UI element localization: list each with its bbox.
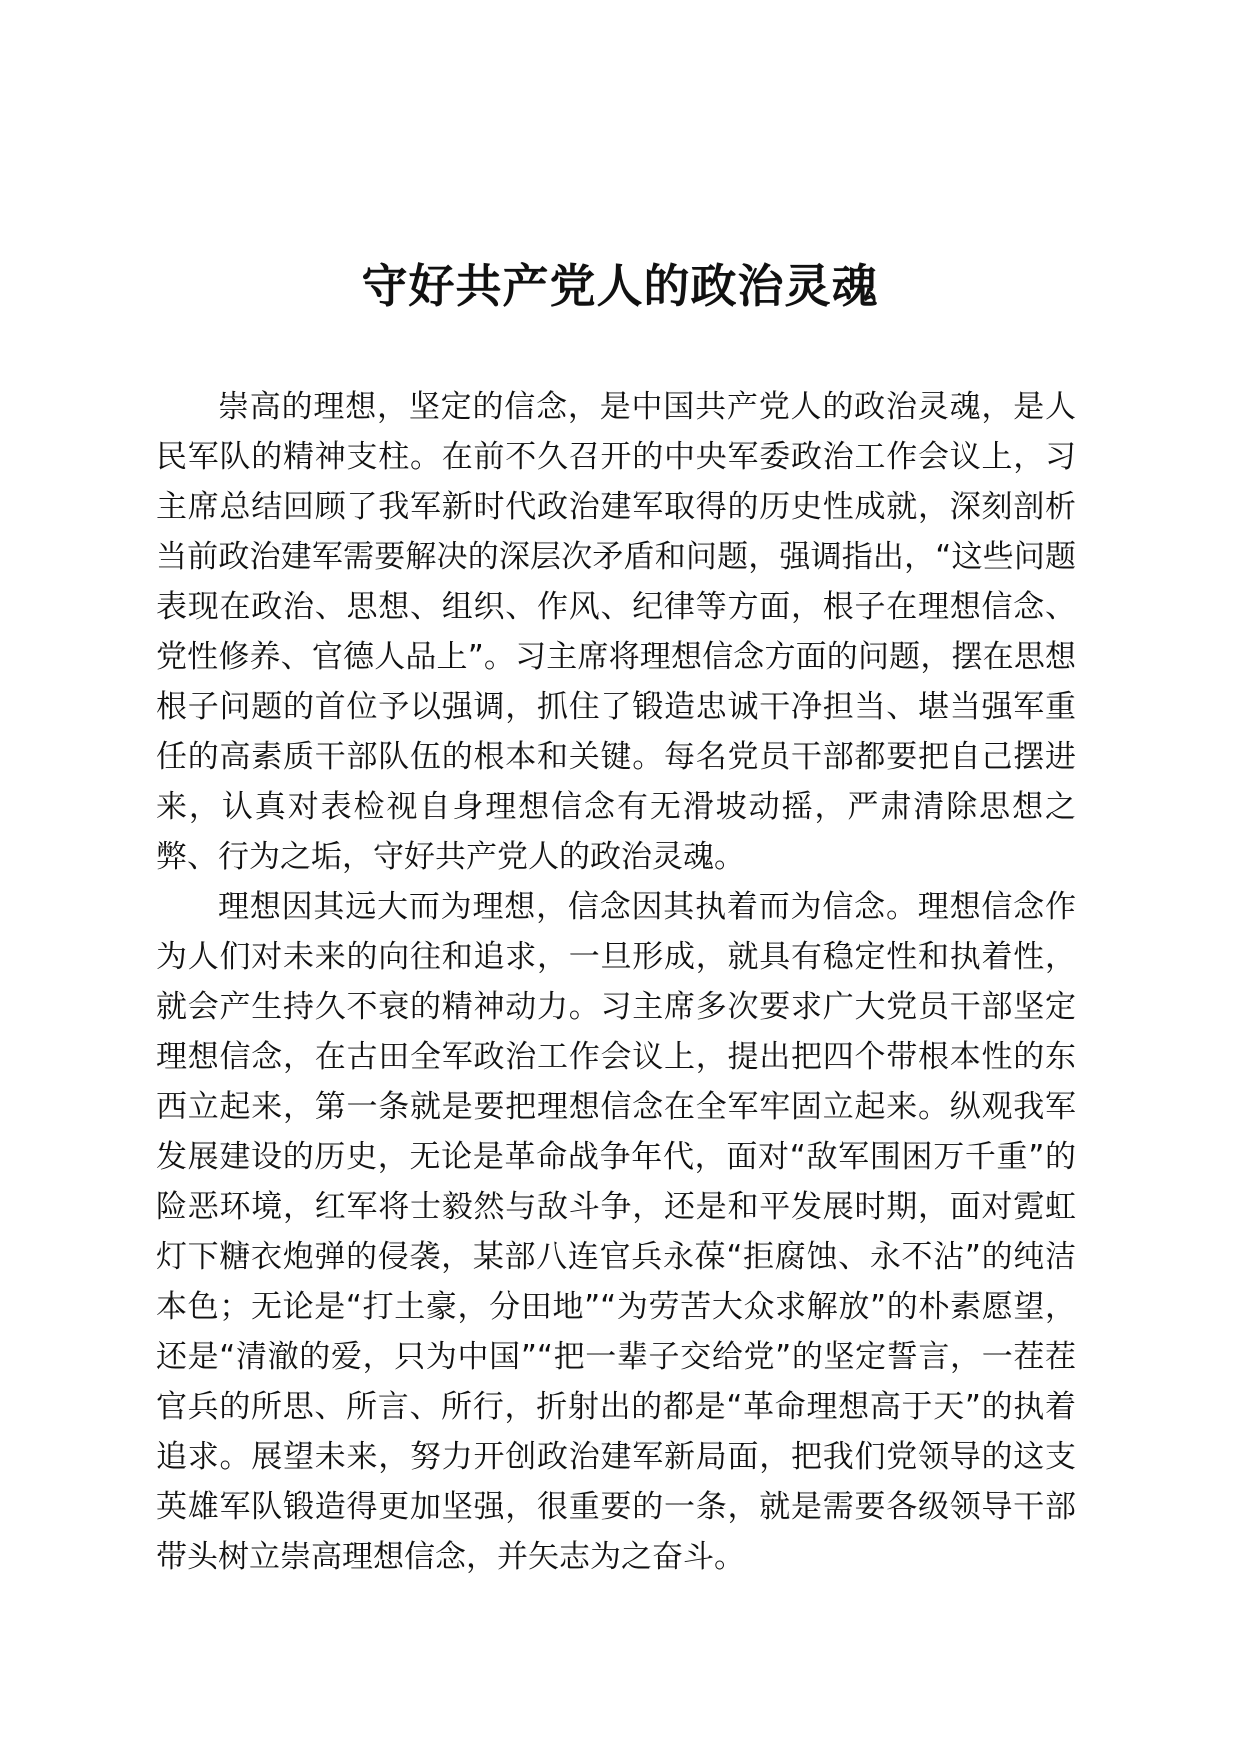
document-title: 守好共产党人的政治灵魂 [361,259,879,313]
document-body [156,382,1076,1582]
paragraph-2: 理想因其远大而为理想，信念因其执着而为信念。理想信念作为人们对未来的向往和追求，一旦形成，就具有稳定性和执着性，就会产生持久不衰的精神动力。习主席多次要求广大党员干部坚定理想信念，在古田全军政治工作会议上，提出把四个带根本性的东西立起来，第一条就是要把理想信念在全军牢固立起来。纵观我军发展建设的历史，无论是革命战争年代，面对“敌军围困万千重”的险恶环境，红军将士毅然与敌斗争，还是和平发展时期，面对霓虹灯下糖衣炮弹的侵袭，某部八连官兵永葆“拒腐蚀、永不沾”的纯洁本色；无论是“打土豪，分田地”“为劳苦大众求解放”的朴素愿望，还是“清澈的爱，只为中国”“把一辈子交给党”的坚定誓言，一茬茬官兵的所思、所言、所行，折射出的都是“革命理想高于天”的执着追求。展望未来，努力开创政治建军新局面，把我们党领导的这支英雄军队锻造得更加坚强，很重要的一条，就是需要各级领导干部带头树立崇高理想信念，并矢志为之奋斗。 [156,889,1076,1575]
paragraph-1: 崇高的理想，坚定的信念，是中国共产党人的政治灵魂，是人民军队的精神支柱。在前不久召开的中央军委政治工作会议上，习主席总结回顾了我军新时代政治建军取得的历史性成就，深刻剖析当前政治建军需要解决的深层次矛盾和问题，强调指出，“这些问题表现在政治、思想、组织、作风、纪律等方面，根子在理想信念、党性修养、官德人品上”。习主席将理想信念方面的问题，摆在思想根子问题的首位予以强调，抓住了锻造忠诚干净担当、堪当强军重任的高素质干部队伍的根本和关键。每名党员干部都要把自己摆进来，认真对表检视自身理想信念有无滑坡动摇，严肃清除思想之弊、行为之垢，守好共产党人的政治灵魂。 [156,389,1076,875]
